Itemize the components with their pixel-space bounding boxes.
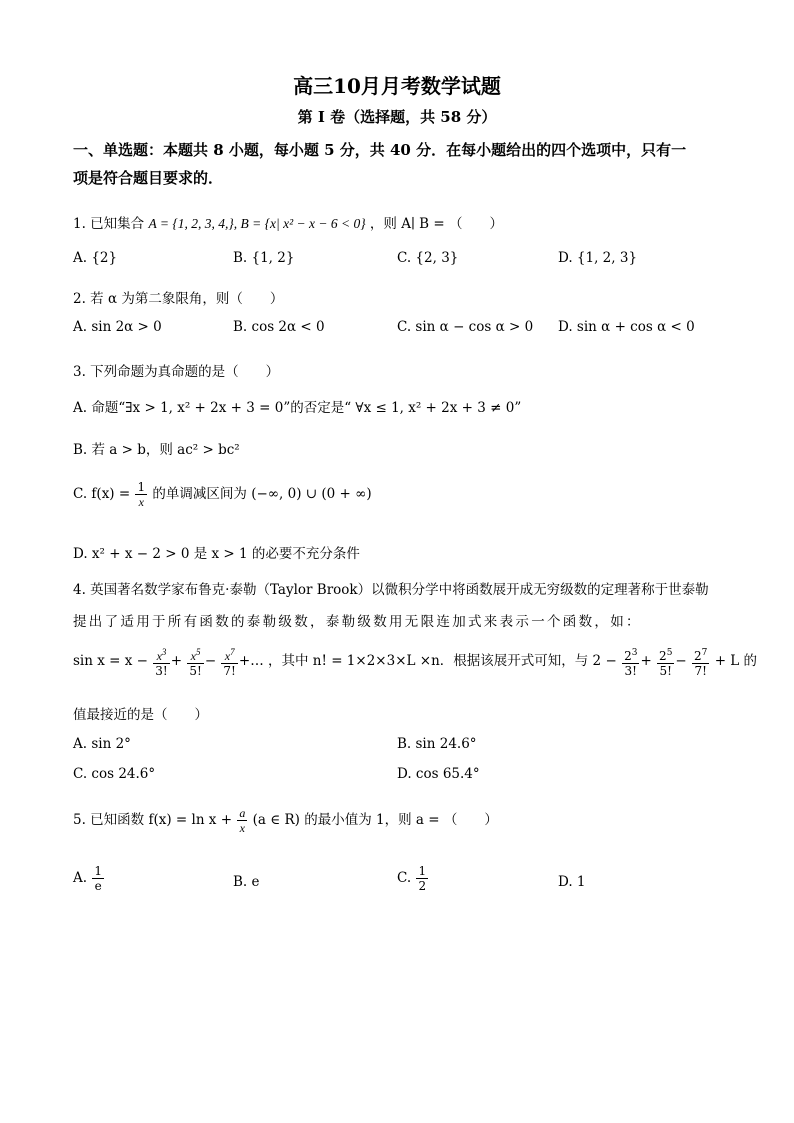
q4-option-a: A. sin 2° [73,736,131,752]
page-title: 高三10月月考数学试题 [293,74,501,98]
q4-option-c: C. cos 24.6° [73,766,156,782]
q3c-numerator: 1 [137,480,146,494]
q4-frac-x5: $\frac{x^5}{5!}$ [189,647,202,678]
q3-option-d: D. x² + x − 2 > 0 是 x > 1 的必要不充分条件 [73,546,360,562]
q5-numerator: a [239,806,246,820]
q5c-fraction [416,864,428,893]
q5-denominator: x [239,821,245,835]
q5-option-d: D. 1 [558,874,586,890]
q1-sets: A = {1, 2, 3, 4,}, B = {x| x² − x − 6 < 0} [148,216,366,231]
q3c-post: 的单调减区间为 (−∞, 0) ∪ (0 + ∞) [152,486,372,502]
q5-option-c [397,864,429,893]
q2-option-a: A. sin 2α > 0 [73,319,162,335]
q3c-denominator: x [138,495,144,509]
q4-frac-25: $\frac{2^5}{5!}$ [659,647,673,678]
q4-formula-mid: ，其中 n! = 1×2×3×L ×n．根据该展开式可知，与 2 − [268,653,617,669]
q4-formula-end: + L 的 [714,653,758,669]
question-5-stem [73,806,498,835]
q5c-num: 1 [418,864,427,878]
q3c-pre: C. f(x) = [73,486,131,502]
q4-frac-23: $\frac{2^3}{3!}$ [624,647,638,678]
q4-option-d: D. cos 65.4° [397,766,480,782]
q4-formula-pre: sin x = x − [73,653,148,669]
q4-frac-x7: $\frac{x^7}{7!}$ [223,647,236,678]
q5c-label: C. [397,870,412,886]
q5a-fraction [92,864,104,893]
q4-line4: 值最接近的是（ ） [73,707,208,723]
q1-prefix: 1. 已知集合 [73,216,145,232]
section-heading-line1: 一、单选题：本题共 8 小题，每小题 5 分，共 40 分．在每小题给出的四个选项中，只有一 [73,141,687,159]
question-1-stem [73,212,503,232]
page-subtitle: 第 I 卷（选择题，共 58 分） [297,108,497,126]
question-2-stem: 2. 若 α 为第二象限角，则（ ） [73,291,284,307]
q3-option-a: A. 命题“∃x > 1, x² + 2x + 3 = 0”的否定是“ ∀x ≤ 1, x² + 2x + 3 ≠ 0” [73,400,522,416]
q5a-label: A. [73,870,88,886]
q3-option-c [73,480,372,509]
q2-option-c: C. sin α − cos α > 0 [397,319,534,335]
section-heading-line2: 项是符合题目要求的． [73,169,224,187]
q1-option-a: A. {2} [73,250,118,266]
q1-option-d: D. {1, 2, 3} [558,250,638,266]
q1-option-b: B. {1, 2} [233,250,295,266]
q4-line1: 4. 英国著名数学家布鲁克·泰勒（Taylor Brook）以微积分学中将函数展开成无穷级数的定理著称于世泰勒 [73,582,709,598]
q4-option-b: B. sin 24.6° [397,736,477,752]
q2-option-d: D. sin α + cos α < 0 [558,319,695,335]
q5a-num: 1 [94,864,102,878]
q1-suffix: ，则 A∣ B = （ ） [369,216,503,232]
q4-frac-27: $\frac{2^7}{7!}$ [694,647,708,678]
section-heading [73,136,733,192]
q5c-den: 2 [418,879,427,893]
question-3-stem: 3. 下列命题为真命题的是（ ） [73,364,280,380]
q2-option-b: B. cos 2α < 0 [233,319,325,335]
q1-option-c: C. {2, 3} [397,250,459,266]
q5-fraction [237,806,247,835]
q4-line2: 提出了适用于所有函数的泰勒级数，泰勒级数用无限连加式来表示一个函数，如： [73,614,642,630]
q3-option-b: B. 若 a > b，则 ac² > bc² [73,442,240,458]
q4-frac-x3: $\frac{x^3}{3!}$ [155,647,168,678]
q5-option-a [73,864,105,893]
q5-stem-pre: 5. 已知函数 f(x) = ln x + [73,812,233,828]
q5-option-b: B. e [233,874,260,890]
q4-formula-line: sin x = x − $\frac{x^3}{3!}$ + $\frac{x^5}{5!}$ − $\frac{x^7}{7!}$ +… ，其中 n! = 1×2×3×L ×n．根据该展开式可知，与 2 − $\frac{2^3}{3!}$ + $\frac{2^5}{5!}$ − $\frac{2^7}{7!}$ + L 的 [73,647,758,678]
q3c-fraction [135,480,147,509]
q5a-den: e [94,879,102,893]
q5-stem-post: (a ∈ R) 的最小值为 1，则 a = （ ） [252,812,498,828]
